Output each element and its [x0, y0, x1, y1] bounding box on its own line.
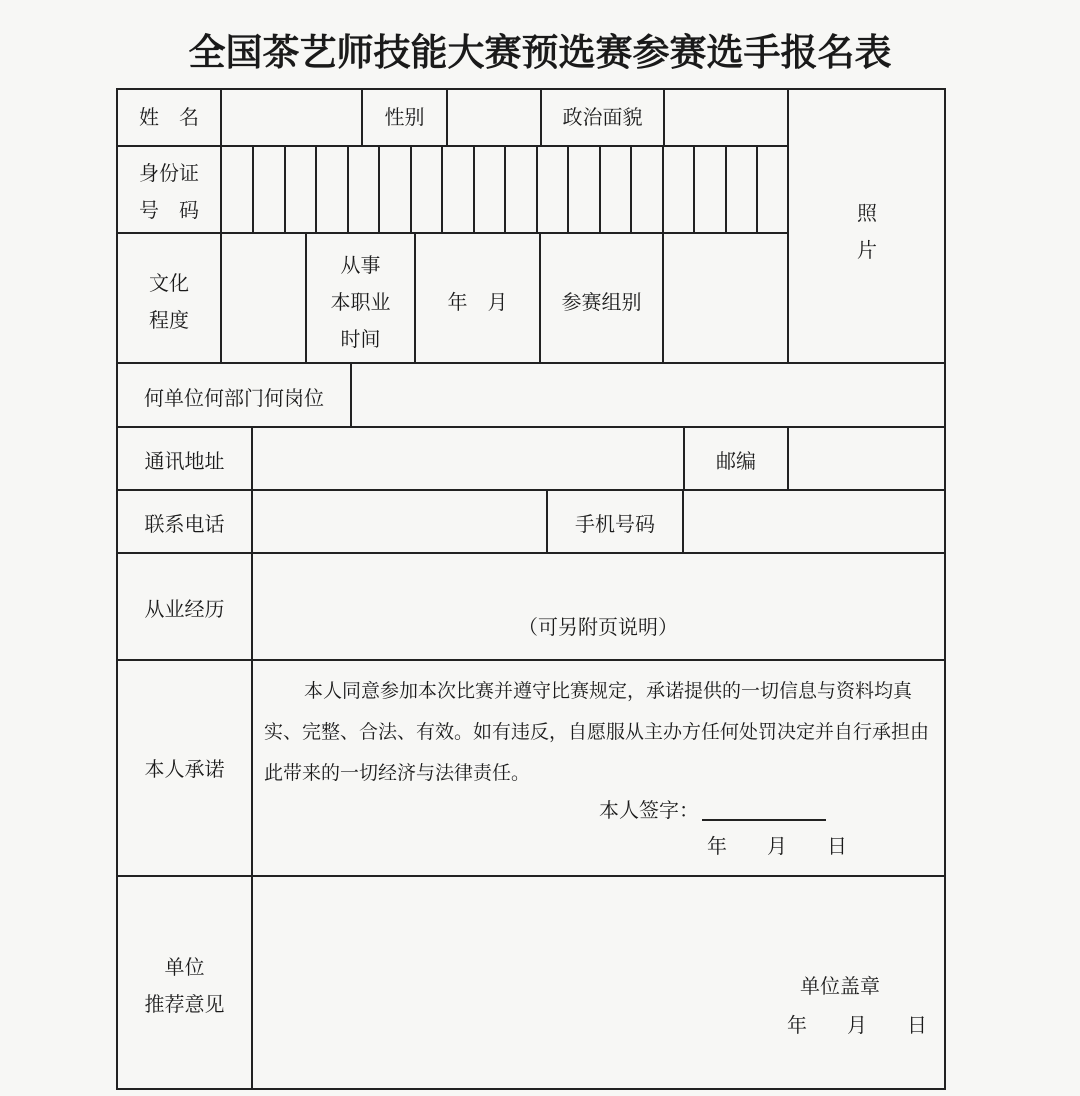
gender-label: 性别	[384, 105, 425, 129]
signature-label: 本人签字：	[599, 798, 699, 822]
experience-label: 从业经历	[144, 597, 225, 621]
photo-label-1: 照	[857, 201, 877, 225]
address-label: 通讯地址	[144, 449, 225, 473]
commitment-text: 本人同意参加本次比赛并遵守比赛规定，承诺提供的一切信息与资料均真实、完整、合法、有效。如有违反，自愿服从主办方任何处罚决定并自行承担由此带来的一切经济与法律责任。	[264, 680, 930, 784]
postcode-field[interactable]	[789, 428, 944, 489]
work-time-label-2: 本职业	[330, 290, 391, 314]
photo-box[interactable]	[789, 90, 944, 362]
education-label-1: 文化	[149, 271, 189, 295]
commitment-label: 本人承诺	[144, 757, 225, 781]
id-number-label-1: 身份证	[139, 161, 199, 185]
mobile-field[interactable]	[684, 491, 944, 552]
unit-seal-label: 单位盖章	[800, 974, 880, 998]
recommend-label-1: 单位	[164, 955, 205, 979]
phone-label: 联系电话	[144, 512, 225, 536]
experience-note: （可另附页说明）	[518, 615, 678, 639]
id-number-label-2: 号 码	[139, 198, 199, 222]
education-field[interactable]	[222, 234, 305, 362]
experience-field[interactable]	[253, 554, 944, 659]
postcode-label: 邮编	[716, 449, 756, 473]
name-field[interactable]	[222, 90, 361, 145]
commitment-date: 年 月 日	[707, 834, 847, 858]
employer-label: 何单位何部门何岗位	[144, 386, 324, 410]
recommend-label-2: 推荐意见	[144, 992, 225, 1016]
address-field[interactable]	[253, 428, 683, 489]
form-title: 全国茶艺师技能大赛预选赛参赛选手报名表	[188, 31, 892, 74]
political-status-field[interactable]	[665, 90, 787, 145]
education-label-2: 程度	[149, 308, 189, 332]
group-label: 参赛组别	[561, 290, 642, 314]
mobile-label: 手机号码	[575, 512, 655, 536]
work-time-label-1: 从事	[340, 253, 381, 277]
work-time-year-month[interactable]: 年 月	[447, 290, 508, 314]
photo-label-2: 片	[857, 238, 877, 262]
signature-line[interactable]	[702, 819, 826, 821]
id-number-boxes[interactable]	[222, 147, 787, 232]
phone-field[interactable]	[253, 491, 546, 552]
political-status-label: 政治面貌	[562, 105, 643, 129]
work-time-label-3: 时间	[340, 327, 381, 351]
group-field[interactable]	[664, 234, 787, 362]
employer-field[interactable]	[352, 364, 944, 426]
name-label: 姓 名	[139, 105, 199, 129]
gender-field[interactable]	[448, 90, 540, 145]
recommend-date: 年 月 日	[787, 1013, 927, 1037]
